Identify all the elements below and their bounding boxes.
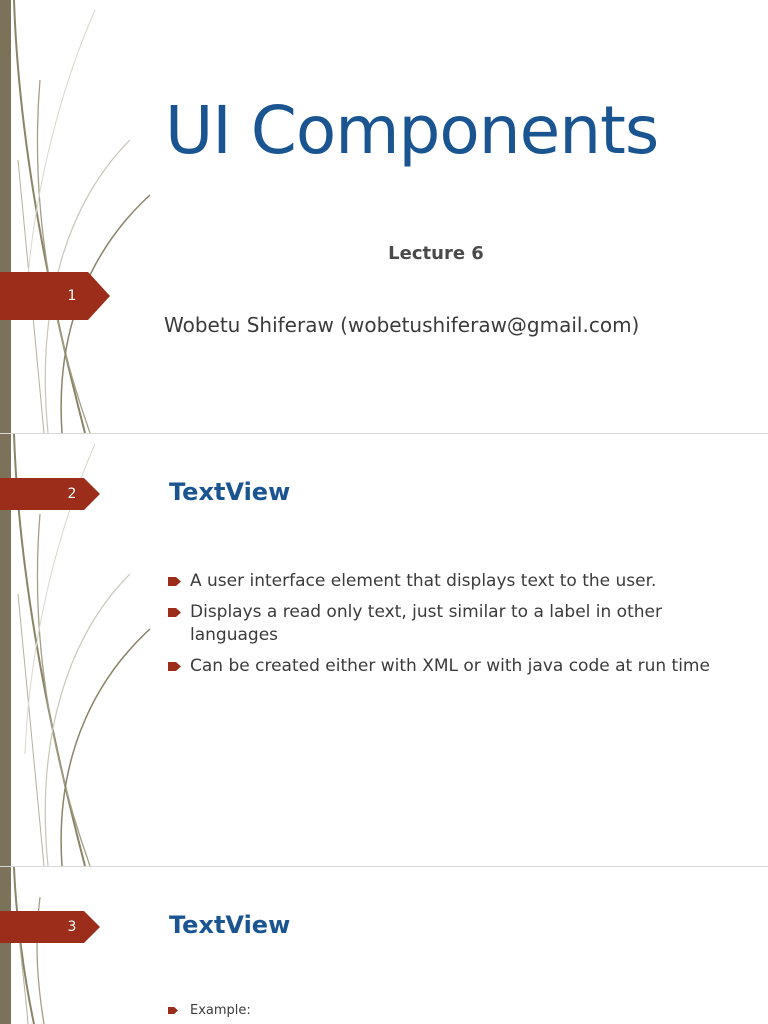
section-title: TextView xyxy=(169,478,291,506)
arrow-bullet-icon xyxy=(168,662,181,671)
arrow-bullet-icon xyxy=(168,577,181,586)
list-item xyxy=(168,1003,251,1018)
list-item xyxy=(168,601,728,647)
slide-number: 1 xyxy=(67,288,77,304)
bullet-text: Displays a read only text, just similar to a label in other languages xyxy=(190,602,662,645)
page-title: UI Components xyxy=(165,92,659,169)
slide-3 xyxy=(0,867,768,1024)
bullet-text: Can be created either with XML or with java code at run time xyxy=(190,656,710,676)
curved-lines-decoration xyxy=(0,867,160,1024)
arrow-bullet-icon xyxy=(168,608,181,617)
slide-number-tag xyxy=(0,478,110,510)
section-title: TextView xyxy=(169,911,291,939)
lecture-subtitle: Lecture 6 xyxy=(388,243,484,264)
bullet-text: A user interface element that displays text to the user. xyxy=(190,571,657,591)
arrow-bullet-icon xyxy=(168,1007,178,1014)
curved-lines-decoration xyxy=(0,0,160,433)
slide-number: 3 xyxy=(67,919,77,935)
bullet-text: Example: xyxy=(190,1003,251,1018)
author-line: Wobetu Shiferaw (wobetushiferaw@gmail.com) xyxy=(164,313,640,337)
slide-number-tag xyxy=(0,911,110,943)
slide-number-tag xyxy=(0,272,110,320)
bullet-list xyxy=(168,570,728,686)
slide-1 xyxy=(0,0,768,433)
list-item xyxy=(168,655,728,678)
list-item xyxy=(168,570,728,593)
slide-number: 2 xyxy=(67,486,77,502)
